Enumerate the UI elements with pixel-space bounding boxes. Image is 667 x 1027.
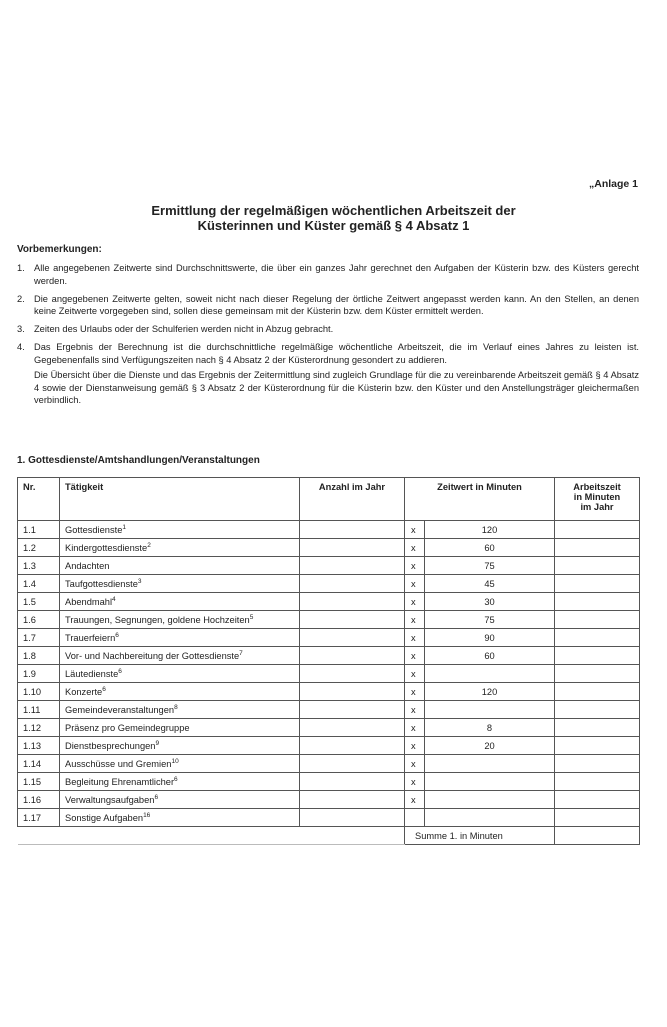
- header-count: Anzahl im Jahr: [300, 478, 405, 521]
- row-nr-cell: 1.6: [18, 611, 60, 629]
- row-activity-label: Kindergottesdienste: [65, 542, 148, 553]
- footnote-reference: 6: [115, 631, 119, 639]
- remark-item: [17, 262, 639, 287]
- row-minutes-cell: 60: [425, 647, 555, 665]
- document-title: [0, 203, 667, 233]
- row-activity-label: Sonstige Aufgaben: [65, 812, 144, 823]
- row-x-cell: x: [405, 683, 425, 701]
- row-minutes-cell: [425, 791, 555, 809]
- remark-text: Zeiten des Urlaubs oder der Schulferien werden nicht in Abzug gebracht.: [34, 324, 334, 334]
- section-heading: 1. Gottesdienste/Amtshandlungen/Veranstaltungen: [17, 455, 260, 466]
- row-nr-cell: 1.17: [18, 809, 60, 827]
- row-activity-label: Gemeindeveranstaltungen: [65, 704, 175, 715]
- footnote-reference: 4: [112, 595, 116, 603]
- row-nr-cell: 1.8: [18, 647, 60, 665]
- table-row: [18, 593, 640, 611]
- row-count-cell[interactable]: [300, 647, 405, 665]
- header-worktime-line-2: in Minuten: [573, 492, 621, 502]
- row-activity-cell: [60, 593, 300, 611]
- row-minutes-cell: 75: [425, 557, 555, 575]
- row-worktime-cell[interactable]: [555, 629, 640, 647]
- table-header-row: [18, 478, 640, 521]
- row-minutes-cell: 45: [425, 575, 555, 593]
- row-activity-cell: [60, 629, 300, 647]
- table-row: [18, 683, 640, 701]
- row-activity-label: Begleitung Ehrenamtlicher: [65, 776, 175, 787]
- row-worktime-cell[interactable]: [555, 647, 640, 665]
- footnote-reference: 6: [102, 685, 106, 693]
- table-row: [18, 701, 640, 719]
- row-x-cell: x: [405, 665, 425, 683]
- row-worktime-cell[interactable]: [555, 719, 640, 737]
- row-count-cell[interactable]: [300, 611, 405, 629]
- sum-value-cell[interactable]: [555, 827, 640, 845]
- header-activity: Tätigkeit: [60, 478, 300, 521]
- footnote-reference: 10: [171, 757, 179, 765]
- row-minutes-cell: 8: [425, 719, 555, 737]
- row-worktime-cell[interactable]: [555, 737, 640, 755]
- remark-number: 4.: [17, 342, 25, 352]
- row-minutes-cell: 30: [425, 593, 555, 611]
- footnote-reference: 9: [155, 739, 160, 747]
- row-x-cell: [405, 809, 425, 827]
- remark-number: 2.: [17, 293, 25, 304]
- row-activity-label: Präsenz pro Gemeindegruppe: [65, 722, 190, 733]
- row-worktime-cell[interactable]: [555, 755, 640, 773]
- row-x-cell: x: [405, 737, 425, 755]
- row-x-cell: x: [405, 521, 425, 539]
- remark-item: [17, 293, 639, 318]
- row-worktime-cell[interactable]: [555, 701, 640, 719]
- remark-text: Die angegebenen Zeitwerte gelten, soweit nicht nach dieser Regelung der örtliche Zeitwert angepasst werden kann. An den Stellen, an denen keine Zeitwerte vorgegeben sind, sollen diese gemeinsam mit der Küsterin bzw. dem Küster ermittelt werden.: [34, 293, 639, 316]
- row-count-cell[interactable]: [300, 593, 405, 611]
- row-count-cell[interactable]: [300, 773, 405, 791]
- worktime-table: [17, 477, 640, 845]
- row-nr-cell: 1.16: [18, 791, 60, 809]
- row-minutes-cell: [425, 701, 555, 719]
- row-x-cell: x: [405, 629, 425, 647]
- remark-text: Das Ergebnis der Berechnung ist die durchschnittliche regelmäßige wöchentliche Arbeitszeit, die im Verlauf eines Jahres zu leisten ist. Gegebenenfalls sind Verfügungszeiten nach § 4 Absatz 2 der Küsterordnung gesondert zu addieren.: [34, 342, 639, 365]
- row-worktime-cell[interactable]: [555, 593, 640, 611]
- remark-text: Alle angegebenen Zeitwerte sind Durchschnittswerte, die über ein ganzes Jahr gerechnet den Aufgaben der Küsterin bzw. des Küsters gerecht werden.: [34, 263, 639, 286]
- row-x-cell: x: [405, 575, 425, 593]
- table-row: [18, 521, 640, 539]
- footnote-reference: 16: [143, 811, 151, 819]
- footnote-reference: 8: [174, 703, 178, 711]
- row-x-cell: x: [405, 719, 425, 737]
- remark-number: 3.: [17, 324, 25, 334]
- table-row: [18, 575, 640, 593]
- row-activity-cell: [60, 575, 300, 593]
- row-x-cell: x: [405, 557, 425, 575]
- footnote-reference: 1: [122, 523, 126, 531]
- row-activity-label: Abendmahl: [65, 596, 113, 607]
- footnote-reference: 7: [239, 649, 243, 657]
- row-activity-cell: [60, 701, 300, 719]
- header-worktime-line-1: Arbeitszeit: [573, 482, 621, 492]
- header-worktime: [555, 478, 640, 521]
- row-worktime-cell[interactable]: [555, 791, 640, 809]
- row-activity-cell: [60, 539, 300, 557]
- header-minutes: Zeitwert in Minuten: [405, 478, 555, 521]
- row-nr-cell: 1.5: [18, 593, 60, 611]
- remark-extra-paragraph: Die Übersicht über die Dienste und das Ergebnis der Zeitermittlung sind zugleich Grundlage für die zu vereinbarende Arbeitszeit gemäß § 4 Absatz 4 sowie der Dienstanweisung gemäß § 3 Absatz 2 der Küsterordnung für die Küsterin bzw. den Küster und den Anstellungsträger gleichermaßen verbindlich.: [34, 370, 639, 405]
- table-row: [18, 629, 640, 647]
- row-activity-label: Andachten: [65, 560, 110, 571]
- row-nr-cell: 1.9: [18, 665, 60, 683]
- row-count-cell[interactable]: [300, 557, 405, 575]
- row-x-cell: x: [405, 773, 425, 791]
- title-line-1: Ermittlung der regelmäßigen wöchentlichen Arbeitszeit der: [151, 203, 516, 218]
- footnote-reference: 6: [118, 667, 122, 675]
- row-count-cell[interactable]: [300, 575, 405, 593]
- row-activity-cell: [60, 737, 300, 755]
- row-count-cell[interactable]: [300, 701, 405, 719]
- row-minutes-cell: [425, 773, 555, 791]
- row-nr-cell: 1.12: [18, 719, 60, 737]
- row-nr-cell: 1.13: [18, 737, 60, 755]
- row-count-cell[interactable]: [300, 737, 405, 755]
- row-x-cell: x: [405, 611, 425, 629]
- row-activity-cell: [60, 611, 300, 629]
- table-row: [18, 719, 640, 737]
- row-nr-cell: 1.14: [18, 755, 60, 773]
- annex-label: „Anlage 1: [588, 178, 638, 190]
- row-nr-cell: 1.4: [18, 575, 60, 593]
- row-x-cell: x: [405, 539, 425, 557]
- row-minutes-cell: [425, 755, 555, 773]
- table-row: [18, 665, 640, 683]
- table-row: [18, 755, 640, 773]
- table-row: [18, 773, 640, 791]
- row-nr-cell: 1.2: [18, 539, 60, 557]
- row-x-cell: x: [405, 647, 425, 665]
- footnote-reference: 5: [249, 613, 254, 621]
- footnote-reference: 2: [147, 541, 151, 549]
- row-activity-label: Konzerte: [65, 686, 103, 697]
- sum-label: Summe 1. in Minuten: [405, 827, 555, 845]
- row-worktime-cell[interactable]: [555, 683, 640, 701]
- row-worktime-cell[interactable]: [555, 773, 640, 791]
- row-activity-label: Vor- und Nachbereitung der Gottesdienste: [65, 650, 240, 661]
- remark-number: 1.: [17, 263, 25, 273]
- row-x-cell: x: [405, 593, 425, 611]
- row-count-cell[interactable]: [300, 791, 405, 809]
- row-x-cell: x: [405, 791, 425, 809]
- remark-item: [17, 341, 639, 366]
- row-count-cell[interactable]: [300, 683, 405, 701]
- row-nr-cell: 1.11: [18, 701, 60, 719]
- row-worktime-cell[interactable]: [555, 575, 640, 593]
- row-activity-cell: [60, 557, 300, 575]
- row-activity-label: Läutedienste: [65, 668, 119, 679]
- remark-item: [17, 323, 639, 336]
- row-count-cell[interactable]: [300, 665, 405, 683]
- remarks-heading: Vorbemerkungen:: [17, 244, 102, 255]
- table-row: [18, 611, 640, 629]
- row-count-cell[interactable]: [300, 755, 405, 773]
- table-row: [18, 557, 640, 575]
- row-worktime-cell[interactable]: [555, 557, 640, 575]
- row-nr-cell: 1.1: [18, 521, 60, 539]
- footnote-reference: 6: [174, 775, 178, 783]
- row-nr-cell: 1.3: [18, 557, 60, 575]
- row-nr-cell: 1.10: [18, 683, 60, 701]
- row-minutes-cell: 120: [425, 683, 555, 701]
- row-activity-label: Trauerfeiern: [65, 632, 116, 643]
- table-row: [18, 791, 640, 809]
- row-minutes-cell: 120: [425, 521, 555, 539]
- header-worktime-line-3: im Jahr: [580, 502, 614, 512]
- row-minutes-cell: 90: [425, 629, 555, 647]
- row-activity-cell: [60, 647, 300, 665]
- table-row: [18, 539, 640, 557]
- row-minutes-cell: [425, 809, 555, 827]
- row-worktime-cell[interactable]: [555, 611, 640, 629]
- row-x-cell: x: [405, 701, 425, 719]
- row-minutes-cell: [425, 665, 555, 683]
- footnote-reference: 6: [154, 793, 159, 801]
- row-worktime-cell[interactable]: [555, 809, 640, 827]
- table-row: [18, 737, 640, 755]
- title-line-2: Küsterinnen und Küster gemäß § 4 Absatz 1: [197, 218, 470, 233]
- row-x-cell: x: [405, 755, 425, 773]
- row-count-cell[interactable]: [300, 539, 405, 557]
- table-row: [18, 809, 640, 827]
- row-count-cell[interactable]: [300, 521, 405, 539]
- sum-row: [18, 827, 640, 845]
- row-activity-label: Trauungen, Segnungen, goldene Hochzeiten: [65, 614, 250, 625]
- row-activity-label: Dienstbesprechungen: [65, 740, 156, 751]
- row-activity-cell: [60, 719, 300, 737]
- row-activity-cell: [60, 809, 300, 827]
- footnote-reference: 3: [137, 577, 142, 585]
- row-minutes-cell: 20: [425, 737, 555, 755]
- row-count-cell[interactable]: [300, 719, 405, 737]
- row-activity-cell: [60, 755, 300, 773]
- row-nr-cell: 1.7: [18, 629, 60, 647]
- row-worktime-cell[interactable]: [555, 665, 640, 683]
- row-activity-cell: [60, 773, 300, 791]
- row-activity-label: Verwaltungsaufgaben: [65, 794, 155, 805]
- row-activity-cell: [60, 683, 300, 701]
- row-activity-cell: [60, 791, 300, 809]
- row-worktime-cell[interactable]: [555, 521, 640, 539]
- row-worktime-cell[interactable]: [555, 539, 640, 557]
- table-row: [18, 647, 640, 665]
- row-activity-cell: [60, 521, 300, 539]
- row-minutes-cell: 60: [425, 539, 555, 557]
- row-nr-cell: 1.15: [18, 773, 60, 791]
- header-nr: Nr.: [18, 478, 60, 521]
- row-activity-label: Gottesdienste: [65, 524, 123, 535]
- row-activity-label: Ausschüsse und Gremien: [65, 758, 172, 769]
- row-minutes-cell: 75: [425, 611, 555, 629]
- remarks-list: [17, 262, 639, 407]
- row-activity-cell: [60, 665, 300, 683]
- row-count-cell[interactable]: [300, 629, 405, 647]
- row-count-cell[interactable]: [300, 809, 405, 827]
- row-activity-label: Taufgottesdienste: [65, 578, 138, 589]
